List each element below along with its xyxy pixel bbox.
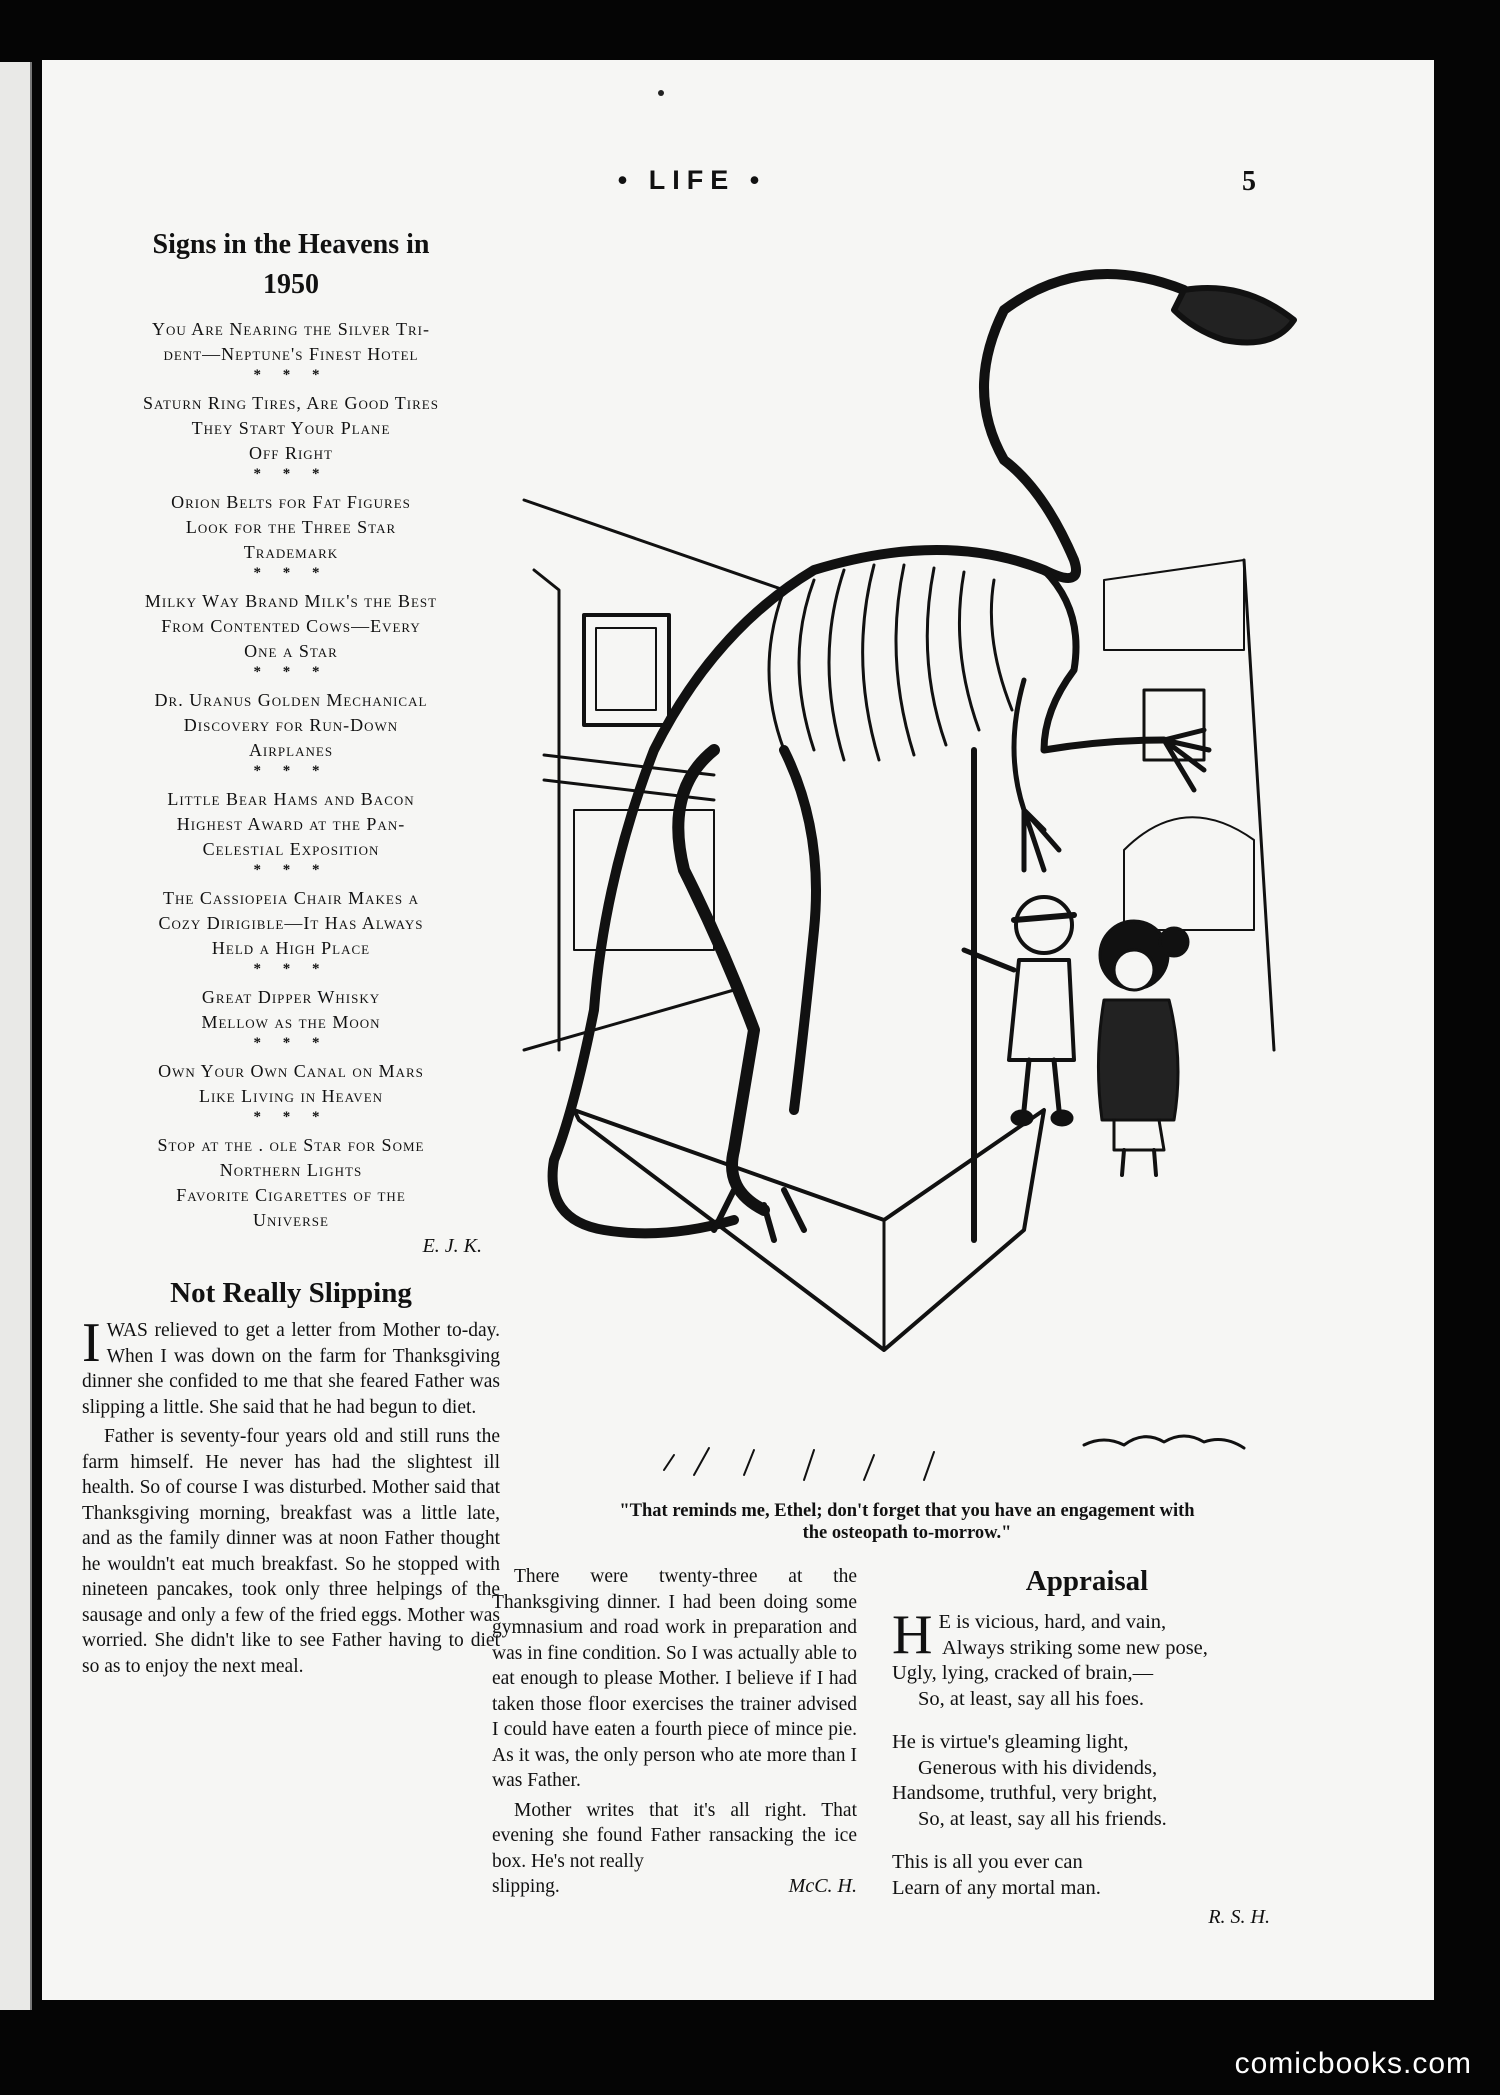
star-separator: * * * [253,367,329,383]
ad-block [82,1059,500,1109]
ceiling-line [524,500,784,590]
ad-line: Held a High Place [211,938,371,958]
ad-line: Mellow as the Moon [201,1012,381,1032]
ad-line: Little Bear Hams and Bacon [167,789,415,809]
star-separator: * * * [253,961,329,977]
page-number: 5 [1242,166,1256,197]
previous-page-edge [0,62,32,2010]
poem-drop-cap: H [892,1604,933,1666]
star-separator: * * * [253,1035,329,1051]
ad-line: One a Star [244,641,338,661]
skull [1174,288,1294,343]
poem-stanza-1: H E is vicious, hard, and vain, Always striking some new pose, Ugly, lying, cracked of brain,— So, at least, say all his foes. [892,1604,1208,1710]
ad-line: The Cassiopeia Chair Makes a [163,888,419,908]
ad-block [82,317,500,367]
ad-line: Universe [253,1210,329,1230]
star-separator: * * * [253,466,329,482]
ad-line: Celestial Exposition [202,839,380,859]
star-separator: * * * [253,763,329,779]
appraisal-signature: R. S. H. [1208,1906,1270,1928]
ink-dot [658,90,664,96]
ads-list [82,317,500,1233]
slipping-signature: McC. H. [788,1875,857,1897]
slipping-ending [492,1874,857,1900]
signs-title: Signs in the Heavens in 1950 [152,229,430,300]
ad-line: Saturn Ring Tires, Are Good Tires [143,393,439,413]
ad-block [82,1133,500,1233]
ad-block [82,490,500,565]
ad-line: Airplanes [248,740,334,760]
back-wall [1104,560,1244,650]
ad-line: Northern Lights [219,1160,363,1180]
ad-line: From Contented Cows—Every [161,616,421,636]
star-separator: * * * [253,565,329,581]
drop-cap: I [82,1312,101,1374]
slipping-paragraph-2: Father is seventy-four years old and still runs the farm himself. He never has had the slightest ill health. So of course I was disturbed. Mother said that Thanksgiving morning, breakfast was a little late, and as the family dinner was at noon Father thought he wouldn't eat much breakfast. So he stopped with nineteen pancakes, took only three helpings of the sausage and only a few of the fried eggs. Mother was worried. She didn't like to see Father having to diet so as to enjoy the next meal. [82,1426,500,1677]
ad-block [82,589,500,664]
ad-line: Like Living in Heaven [198,1086,384,1106]
ad-line: Great Dipper Whisky [201,987,381,1007]
ad-line: Cozy Dirigible—It Has Always [158,913,424,933]
star-separator: * * * [253,664,329,680]
magazine-title: • LIFE • [617,165,767,195]
ad-line: They Start Your Plane [191,418,391,438]
poem-stanza-3: This is all you ever can Learn of any mortal man. [892,1851,1101,1899]
ad-line: Favorite Cigarettes of the [176,1185,406,1205]
slipping-title: Not Really Slipping [170,1277,412,1309]
appraisal-poem [892,1604,1282,1931]
ad-block [82,886,500,961]
slipping-paragraph-3: There were twenty-three at the Thanksgiving dinner. I had been doing some gymnasium and road work in preparation and was in fine condition. So I was actually able to eat enough to please Mother. I believe if I had taken those floor exercises the trainer advised I could have eaten a fourth piece of mince pie. As it was, the only person who ate more than I was Father. [492,1566,857,1791]
right-column [892,1562,1282,1931]
left-column [82,225,500,1679]
girl-figure [1098,921,1188,1175]
ad-line: Trademark [243,542,339,562]
ad-block [82,391,500,466]
dinosaur-skeleton-cartoon [484,230,1304,1490]
cartoon-caption: "That reminds me, Ethel; don't forget that you have an engagement with the osteopath to-morrow." [619,1501,1195,1543]
signs-signature: E. J. K. [422,1235,482,1257]
ad-line: Look for the Three Star [185,517,397,537]
ad-block [82,985,500,1035]
archway [1124,817,1254,930]
ad-line: Highest Award at the Pan- [176,814,406,834]
watermark: comicbooks.com [1234,2047,1472,2080]
ad-block [82,787,500,862]
ad-line: Stop at the . ole Star for Some [157,1135,425,1155]
middle-column [492,1560,857,1900]
boy-figure [964,897,1074,1125]
ad-line: Dr. Uranus Golden Mechanical [154,690,428,710]
ad-line: dent—Neptune's Finest Hotel [163,344,419,364]
slipping-last-word: slipping. [492,1876,560,1897]
star-separator: * * * [253,862,329,878]
ad-line: Discovery for Run-Down [183,715,399,735]
ad-line: Own Your Own Canal on Mars [158,1061,424,1081]
poem-stanza-2: He is virtue's gleaming light, Generous with his dividends, Handsome, truthful, very bright, So, at least, say all his friends. [892,1731,1167,1830]
spine [553,274,1184,1233]
artist-signature [1084,1436,1244,1448]
ad-line: Off Right [248,443,333,463]
ad-line: You Are Nearing the Silver Tri- [151,319,431,339]
hind-leg [678,750,764,1210]
slipping-paragraph-4: Mother writes that it's all right. That evening she found Father ransacking the ice box. He's not really [492,1799,857,1872]
appraisal-title: Appraisal [1025,1565,1149,1597]
ad-line: Orion Belts for Fat Figures [171,492,411,512]
slipping-paragraph-1: IWAS relieved to get a letter from Mother to-day. When I was down on the farm for Thanksgiving dinner she confided to me that she feared Father was slipping a little. She said that he had begun to diet. [82,1312,500,1418]
star-separator: * * * [253,1109,329,1125]
magazine-page [42,60,1434,2000]
ad-block [82,688,500,763]
left-wall [534,570,559,1050]
ad-line: Milky Way Brand Milk's the Best [144,591,438,611]
